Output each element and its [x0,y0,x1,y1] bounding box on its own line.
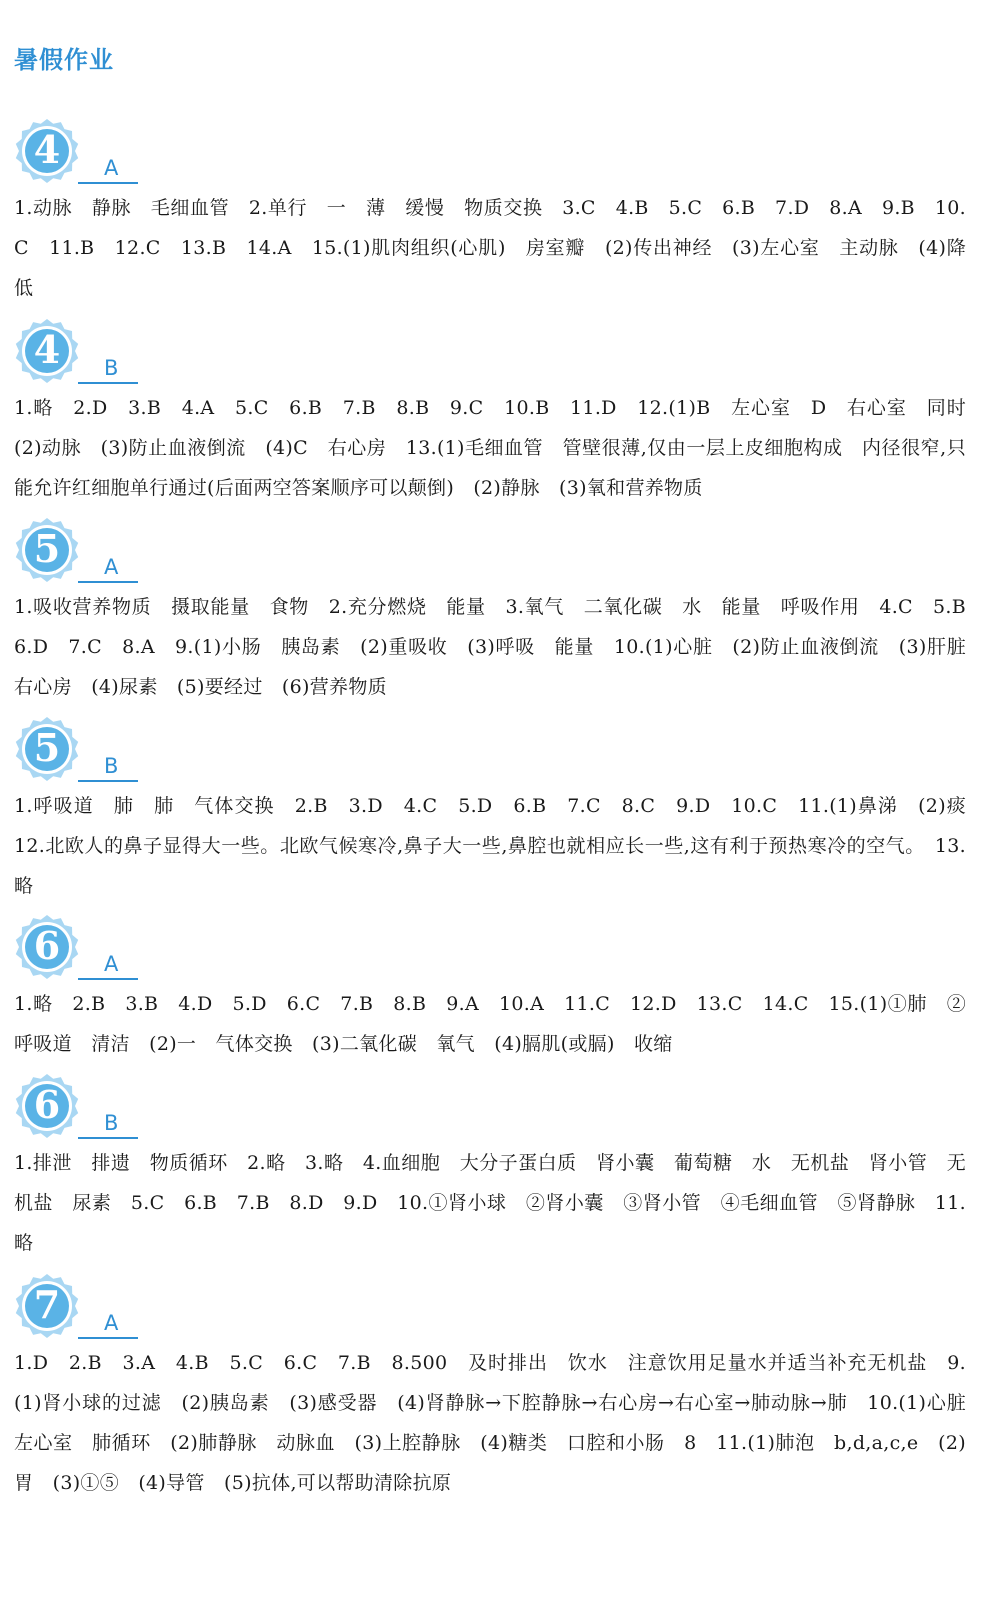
answer-section [0,914,996,1064]
answer-section [0,517,996,707]
answer-text: 1.D 2.B 3.A 4.B 5.C 6.C 7.B 8.500 及时排出 饮水 注意饮用足量水并适当补充无机盐 9.(1)肾小球的过滤 (2)胰岛素 (3)感受器 (4)肾静脉→下腔静脉→右心房→右心室→肺动脉→肺 10.(1)心脏 左心室 肺循环 (2)肺静脉 动脉血 (3)上腔静脉 (4)糖类 口腔和小肠 8 11.(1)肺泡 b,d,a,c,e (2)胃 (3)①⑤ (4)导管 (5)抗体,可以帮助清除抗原 [14,1352,986,1494]
lesson-number-badge-icon [14,318,80,384]
lesson-number-badge-icon [14,517,80,583]
part-label: B [104,356,119,380]
lesson-number: 4 [33,327,61,372]
answer-section [0,1073,996,1263]
lesson-number-badge-icon [14,1273,80,1339]
part-underline [78,1137,138,1139]
lesson-number-badge-icon [14,716,80,782]
part-underline [78,780,138,782]
lesson-number-badge-icon [14,118,80,184]
part-underline [78,581,138,583]
answer-section [0,318,996,508]
answer-text: 1.略 2.B 3.B 4.D 5.D 6.C 7.B 8.B 9.A 10.A 11.C 12.D 13.C 14.C 15.(1)①肺 ② 呼吸道 清洁 (2)一 气体交换 (3)二氧化碳 氧气 (4)膈肌(或膈) 收缩 [14,993,986,1055]
lesson-number: 7 [33,1282,61,1327]
answer-section [0,716,996,906]
section-header [0,1073,996,1143]
lesson-number-badge-icon [14,1073,80,1139]
section-header [0,1273,996,1343]
section-header [0,914,996,984]
answer-text: 1.呼吸道 肺 肺 气体交换 2.B 3.D 4.C 5.D 6.B 7.C 8.C 9.D 10.C 11.(1)鼻涕 (2)痰 12.北欧人的鼻子显得大一些。北欧气候寒冷,鼻子大一些,鼻腔也就相应长一些,这有利于预热寒冷的空气。 13.略 [14,795,986,897]
part-underline [78,1337,138,1339]
answer-section [0,118,996,308]
section-header [0,318,996,388]
answer-text: 1.吸收营养物质 摄取能量 食物 2.充分燃烧 能量 3.氧气 二氧化碳 水 能量 呼吸作用 4.C 5.B 6.D 7.C 8.A 9.(1)小肠 胰岛素 (2)重吸收 (3)呼吸 能量 10.(1)心脏 (2)防止血液倒流 (3)肝脏 右心房 (4)尿素 (5)要经过 (6)营养物质 [14,596,986,698]
answer-section [0,1273,996,1503]
answer-text: 1.排泄 排遗 物质循环 2.略 3.略 4.血细胞 大分子蛋白质 肾小囊 葡萄糖 水 无机盐 肾小管 无机盐 尿素 5.C 6.B 7.B 8.D 9.D 10.①肾小球 ②肾小囊 ③肾小管 ④毛细血管 ⑤肾静脉 11.略 [14,1152,966,1254]
answer-text: 1.略 2.D 3.B 4.A 5.C 6.B 7.B 8.B 9.C 10.B 11.D 12.(1)B 左心室 D 右心室 同时 (2)动脉 (3)防止血液倒流 (4)C 右心房 13.(1)毛细血管 管壁很薄,仅由一层上皮细胞构成 内径很窄,只能允许红细胞单行通过(后面两空答案顺序可以颠倒) (2)静脉 (3)氧和营养物质 [14,397,986,499]
part-underline [78,382,138,384]
lesson-number: 5 [33,725,61,770]
section-header [0,517,996,587]
section-header [0,118,996,188]
part-label: B [104,1111,119,1135]
part-label: A [104,952,119,976]
part-label: A [104,156,119,180]
part-label: B [104,754,119,778]
part-underline [78,978,138,980]
part-underline [78,182,138,184]
answer-text: 1.动脉 静脉 毛细血管 2.单行 一 薄 缓慢 物质交换 3.C 4.B 5.C 6.B 7.D 8.A 9.B 10.C 11.B 12.C 13.B 14.A 15.(1)肌肉组织(心肌) 房室瓣 (2)传出神经 (3)左心室 主动脉 (4)降低 [14,197,966,299]
part-label: A [104,555,119,579]
lesson-number: 6 [33,1082,61,1127]
section-header [0,716,996,786]
lesson-number: 4 [33,127,61,172]
lesson-number: 6 [33,923,61,968]
lesson-number-badge-icon [14,914,80,980]
lesson-number: 5 [33,526,61,571]
page-title: 暑假作业 [14,46,114,74]
part-label: A [104,1311,119,1335]
